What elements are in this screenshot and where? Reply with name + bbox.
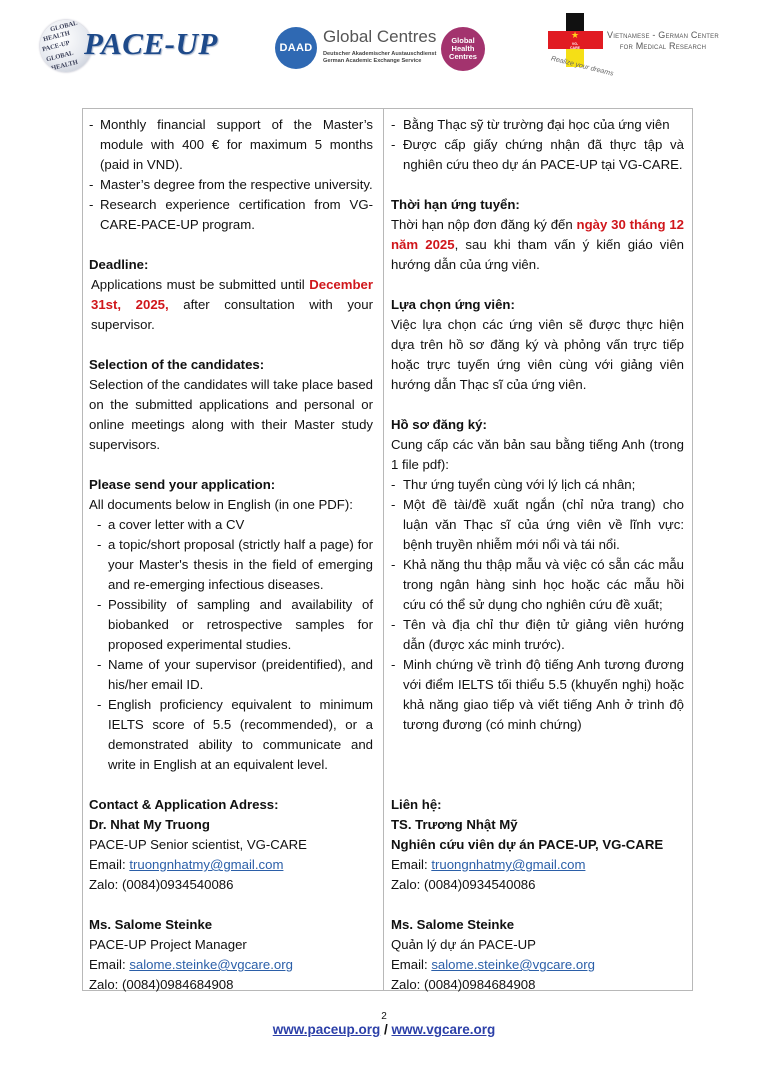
global-health-centres-logo: Global Health Centres [441, 27, 485, 71]
application-intro: Cung cấp các văn bản sau bằng tiếng Anh (trong 1 file pdf): [391, 437, 684, 472]
selection-heading: Lựa chọn ứng viên: [391, 297, 515, 312]
list-item: - Thư ứng tuyển cùng với lý lịch cá nhân; [391, 477, 636, 492]
daad-subtitle: Deutscher Akademischer Austauschdienst German Academic Exchange Service [323, 51, 437, 64]
contact-role: Quản lý dự án PACE-UP [391, 937, 536, 952]
benefits-list [391, 115, 684, 175]
daad-title: Global Centres [323, 27, 437, 46]
deadline-heading: Thời hạn ứng tuyển: [391, 197, 520, 212]
daad-badge: DAAD [275, 27, 317, 69]
application-heading: Please send your application: [89, 477, 276, 492]
application-documents-list [89, 515, 373, 775]
list-item: - Một đề tài/đề xuất ngắn (chỉ nửa trang) cho luận văn Thạc sĩ của ứng viên về lĩnh vực: bệnh truyền nhiễm mới nổi và tái nổi. [391, 497, 684, 552]
list-item: - a cover letter with a CV [97, 517, 245, 532]
list-item: - Khả năng thu thập mẫu và việc có sẵn các mẫu trong ngân hàng sinh học hoặc các mẫu hồi cứu có thể sử dụng cho nghiên cứu đề xuất; [391, 557, 684, 612]
contact-zalo: Zalo: (0084)0934540086 [89, 877, 234, 892]
contact-person-2 [391, 915, 684, 995]
contact-name: Dr. Nhat My Truong [89, 817, 210, 832]
email-link[interactable]: truongnhatmy@gmail.com [431, 857, 586, 872]
contact-email: Email: salome.steinke@vgcare.org [89, 957, 293, 972]
list-item: - a topic/short proposal (strictly half a page) for your Master's thesis in the field of emerging and re-emerging infectious diseases. [97, 537, 373, 592]
star-icon: ★ [570, 30, 580, 40]
selection-text: Selection of the candidates will take place based on the submitted applications and personal or online meetings along with their Master study supervisors. [89, 377, 373, 452]
list-item: - Monthly financial support of the Master’s module with 400 € for maximum 5 months (paid in VND). [89, 117, 373, 172]
selection-heading: Selection of the candidates: [89, 357, 265, 372]
contact-email: Email: truongnhatmy@gmail.com [89, 857, 284, 872]
contact-zalo: Zalo: (0084)0934540086 [391, 877, 536, 892]
contact-name: Ms. Salome Steinke [89, 917, 213, 932]
email-link[interactable]: salome.steinke@vgcare.org [431, 957, 595, 972]
contact-person-2 [89, 915, 373, 995]
vgcare-name: Vietnamese - German Center for Medical Research [607, 30, 719, 51]
footer-links: www.paceup.org / www.vgcare.org [272, 1022, 496, 1037]
contact-role: PACE-UP Project Manager [89, 937, 247, 952]
list-item: - Possibility of sampling and availability of biobanked or retrospective samples for proposed experimental studies. [97, 597, 373, 652]
application-intro: All documents below in English (in one PDF): [89, 497, 353, 512]
selection-text: Việc lựa chọn các ứng viên sẽ được thực hiện dựa trên hồ sơ đăng ký và phỏng vấn trực tiếp hoặc trực tuyến ứng viên cùng với giảng viên hướng dẫn Thạc sĩ của ứng viên. [391, 317, 684, 392]
contact-heading: Liên hệ: [391, 797, 442, 812]
list-item: - Được cấp giấy chứng nhận đã thực tập và nghiên cứu theo dự án PACE-UP tại VG-CARE. [391, 137, 684, 172]
email-link[interactable]: truongnhatmy@gmail.com [129, 857, 284, 872]
list-item: - English proficiency equivalent to minimum IELTS score of 5.5 (recommended), or a demonstrated ability to communicate and write in English at an equivalent level. [97, 697, 373, 772]
deadline-heading: Deadline: [89, 257, 149, 272]
pace-up-wordmark: PACE-UP [84, 26, 218, 61]
english-column [83, 109, 384, 990]
contact-person-1 [89, 815, 373, 895]
deadline-date: ngày 30 tháng 12 năm 2025 [391, 217, 684, 252]
contact-zalo: Zalo: (0084)0984684908 [89, 977, 234, 992]
vgcare-slogan: Realize your dreams [550, 55, 615, 78]
list-item: - Name of your supervisor (preidentified), and his/her email ID. [97, 657, 373, 692]
vgcare-website-link[interactable]: www.vgcare.org [391, 1022, 496, 1037]
list-item: - Master’s degree from the respective university. [89, 177, 373, 192]
list-item: - Research experience certification from VG-CARE-PACE-UP program. [89, 197, 373, 232]
vgcare-logo [548, 13, 748, 78]
application-documents-list [391, 475, 684, 735]
deadline-text: Thời hạn nộp đơn đăng ký đến ngày 30 tháng 12 năm 2025, sau khi tham vấn ý kiến giáo viên hướng dẫn của ứng viên. [391, 217, 684, 272]
daad-global-centres-logo [275, 27, 435, 72]
deadline-text: Applications must be submitted until December 31st, 2025, after consultation with your supervisor. [91, 277, 373, 332]
bilingual-info-table [82, 108, 693, 991]
list-item: - Bằng Thạc sỹ từ trường đại học của ứng viên [391, 117, 670, 132]
paceup-website-link[interactable]: www.paceup.org [272, 1022, 381, 1037]
benefits-list [89, 115, 373, 235]
globe-icon: GLOBAL HEALTH PACE-UP GLOBAL HEALTH [40, 20, 92, 72]
contact-name: TS. Trương Nhật Mỹ [391, 817, 518, 832]
contact-zalo: Zalo: (0084)0984684908 [391, 977, 536, 992]
page-header [0, 0, 768, 95]
contact-role: Nghiên cứu viên dự án PACE-UP, VG-CARE [391, 837, 664, 852]
page-number: 2 [381, 1011, 387, 1022]
contact-role: PACE-UP Senior scientist, VG-CARE [89, 837, 307, 852]
contact-email: Email: truongnhatmy@gmail.com [391, 857, 586, 872]
vietnamese-column [384, 109, 692, 990]
application-heading: Hồ sơ đăng ký: [391, 417, 487, 432]
contact-heading: Contact & Application Adress: [89, 797, 279, 812]
email-link[interactable]: salome.steinke@vgcare.org [129, 957, 293, 972]
list-item: - Tên và địa chỉ thư điện tử giảng viên hướng dẫn (được xác minh trước). [391, 617, 684, 652]
deadline-date: December 31st, 2025, [91, 277, 373, 312]
list-item: - Minh chứng về trình độ tiếng Anh tương đương với điểm IELTS tối thiểu 5.5 (khuyến nghị) hoặc khả năng giao tiếp và viết tiếng Anh ở trình độ tương đương (có minh chứng) [391, 657, 684, 732]
pace-up-logo [40, 16, 230, 76]
contact-name: Ms. Salome Steinke [391, 917, 515, 932]
contact-email: Email: salome.steinke@vgcare.org [391, 957, 595, 972]
vgcare-cross-icon: ★ VG-CARE [548, 13, 603, 68]
contact-person-1 [391, 815, 684, 895]
